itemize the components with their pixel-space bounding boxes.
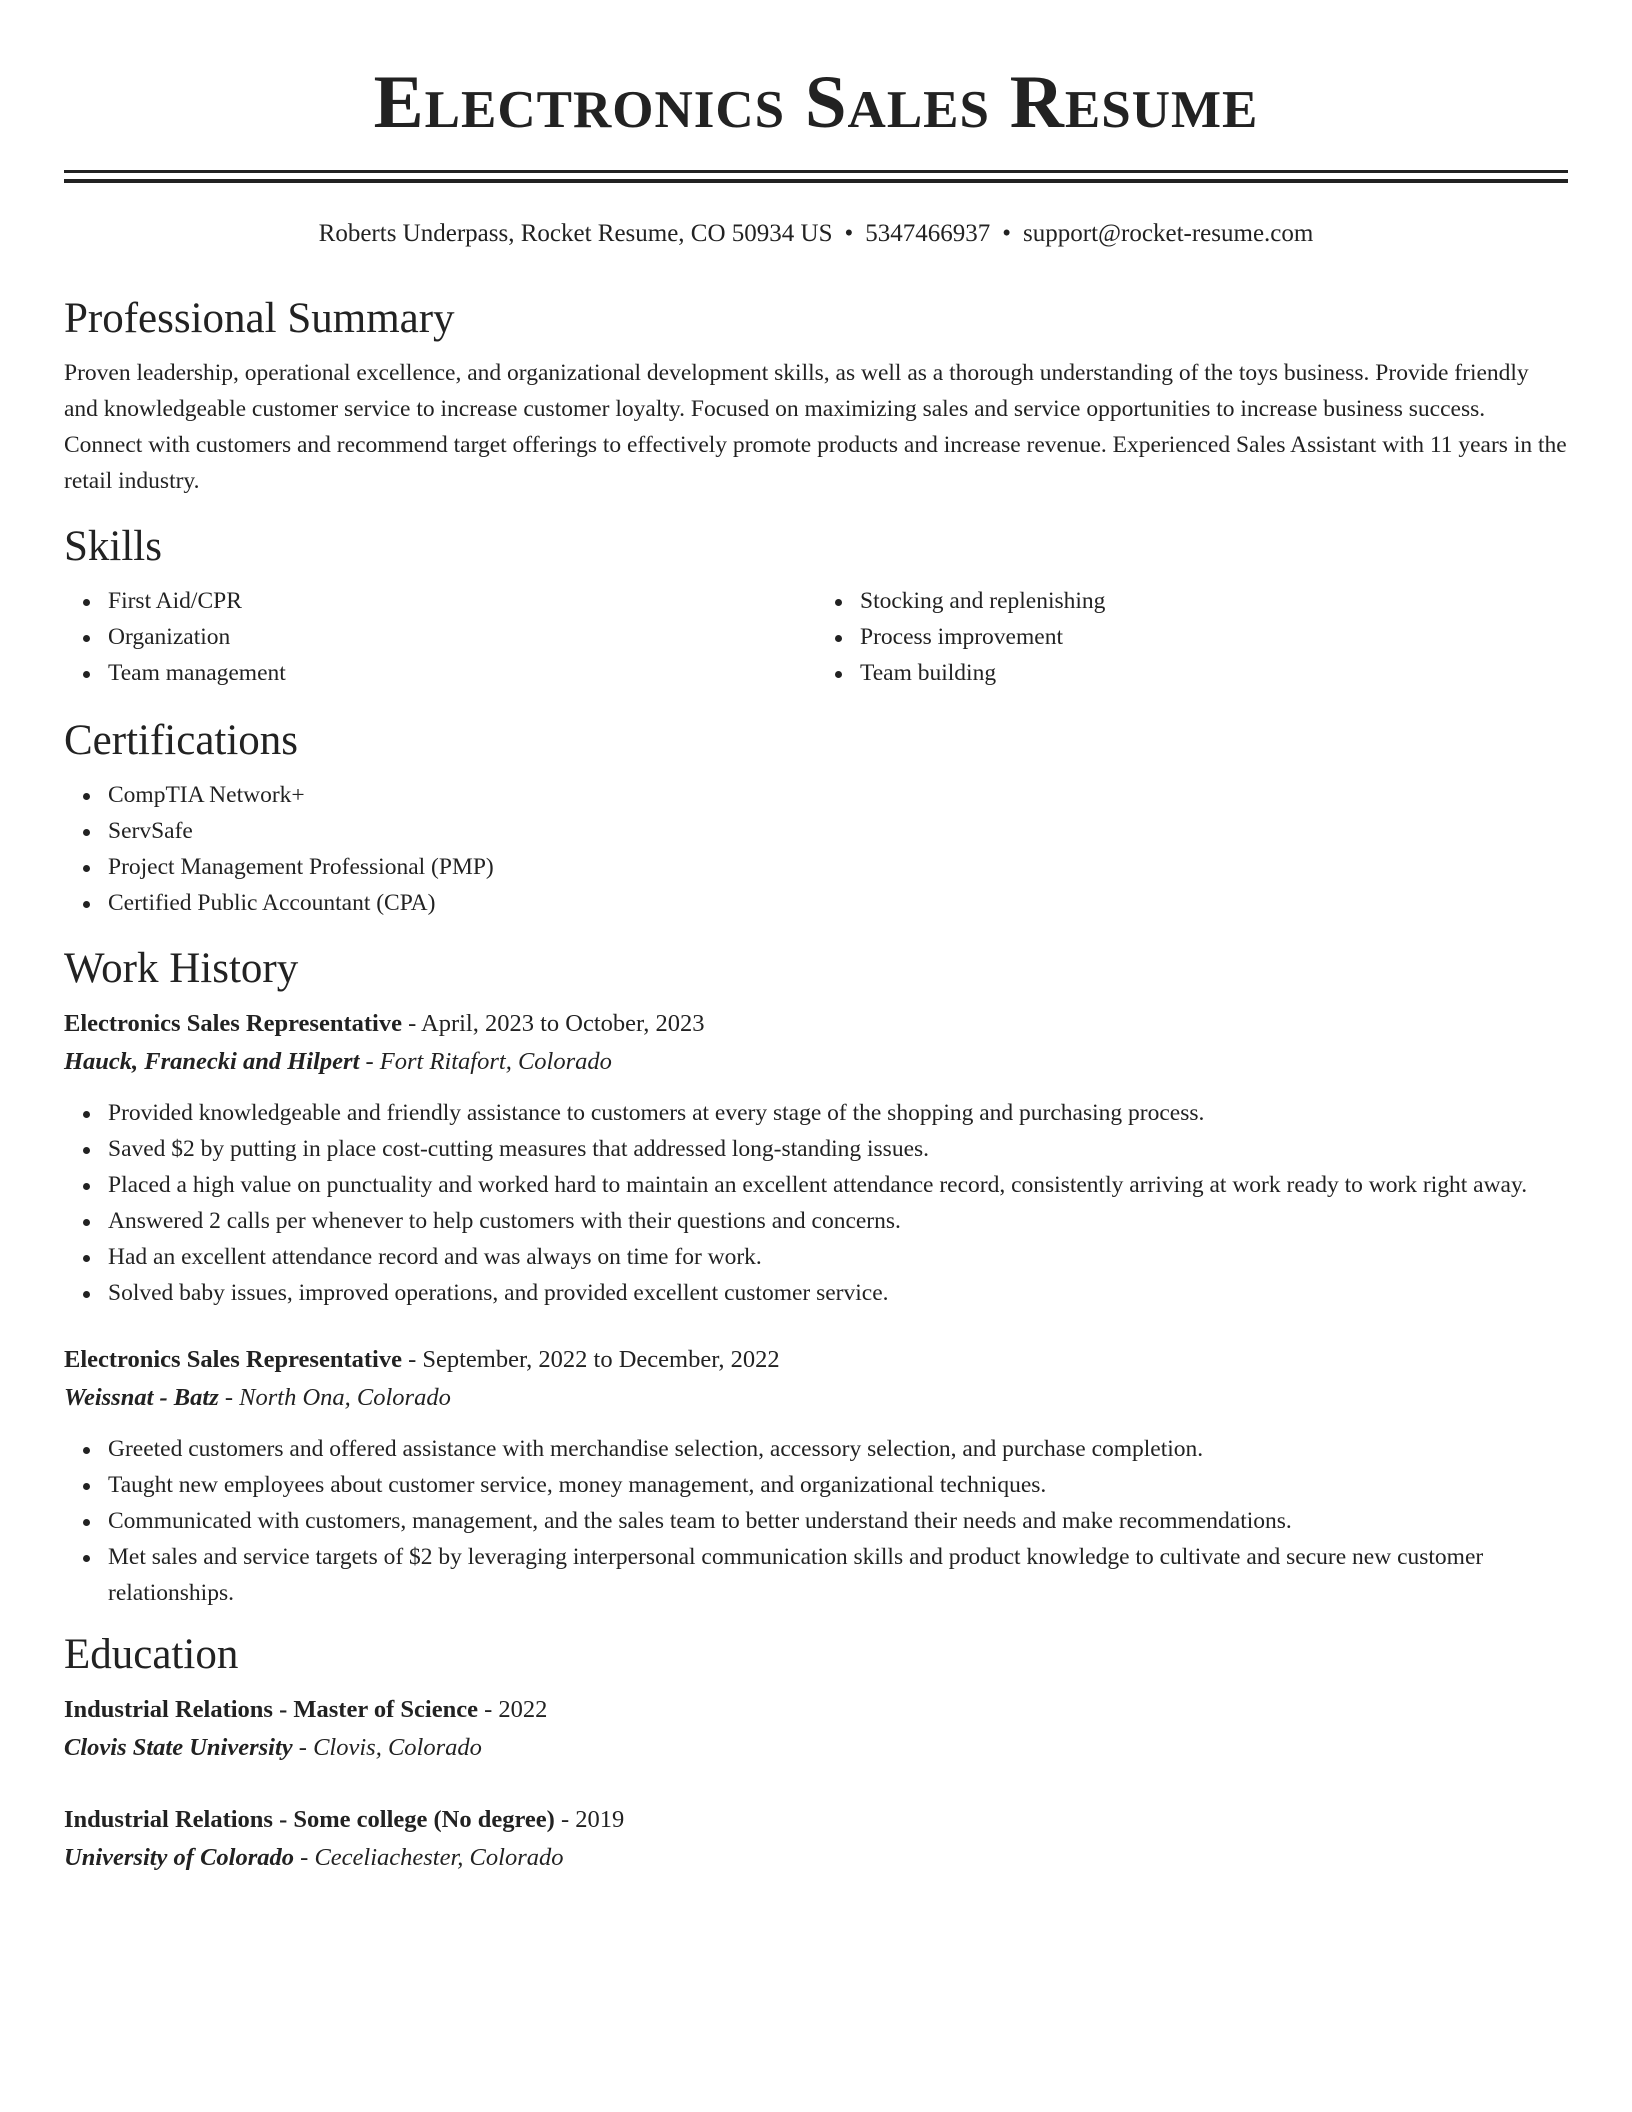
job-location: - North Ona, Colorado: [218, 1384, 451, 1411]
job-bullet: Solved baby issues, improved operations, and provided excellent customer service.: [108, 1275, 1568, 1311]
skills-column-right: [816, 583, 1568, 691]
skills-column-left: [64, 583, 816, 691]
contact-separator: •: [1002, 220, 1012, 247]
education-degree: Industrial Relations - Master of Science: [64, 1696, 478, 1723]
education-school-line: [64, 1839, 1568, 1877]
education-degree-line: [64, 1691, 1568, 1729]
job-bullet: Met sales and service targets of $2 by leveraging interpersonal communication skills and product knowledge to cultivate and secure new customer relationships.: [108, 1539, 1568, 1611]
job-bullets: [64, 1431, 1568, 1611]
job-company: Weissnat - Batz: [64, 1384, 219, 1411]
job-bullet: Placed a high value on punctuality and worked hard to maintain an excellent attendance record, consistently arriving at work ready to work right away.: [108, 1167, 1568, 1203]
job-bullet: Had an excellent attendance record and was always on time for work.: [108, 1239, 1568, 1275]
contact-phone: 5347466937: [865, 220, 991, 247]
summary-heading: Professional Summary: [64, 295, 455, 342]
contact-line: [64, 219, 1568, 249]
skill-item: Organization: [108, 619, 816, 655]
contact-email: support@rocket-resume.com: [1023, 220, 1314, 247]
contact-separator: •: [844, 220, 854, 247]
education-school: University of Colorado: [64, 1844, 295, 1871]
education-degree-line: [64, 1801, 1568, 1839]
job-title-line: [64, 1005, 1568, 1043]
education-school: Clovis State University: [64, 1734, 293, 1761]
job-bullet: Saved $2 by putting in place cost-cutting measures that addressed long-standing issues.: [108, 1131, 1568, 1167]
job-company: Hauck, Franecki and Hilpert: [64, 1048, 360, 1075]
title-rule-top: [64, 170, 1568, 173]
skills-heading: Skills: [64, 523, 162, 570]
title-rule-bottom: [64, 179, 1568, 183]
job-bullet: Taught new employees about customer service, money management, and organizational techniques.: [108, 1467, 1568, 1503]
skill-item: Stocking and replenishing: [860, 583, 1568, 619]
contact-address: Roberts Underpass, Rocket Resume, CO 50934 US: [318, 220, 833, 247]
certifications-list: [64, 777, 1568, 921]
job-company-line: [64, 1043, 1568, 1081]
job-entry: [64, 1341, 1568, 1611]
job-bullet: Answered 2 calls per whenever to help customers with their questions and concerns.: [108, 1203, 1568, 1239]
job-bullet: Provided knowledgeable and friendly assistance to customers at every stage of the shopping and purchasing process.: [108, 1095, 1568, 1131]
education-degree: Industrial Relations - Some college (No degree): [64, 1806, 555, 1833]
job-title: Electronics Sales Representative: [64, 1010, 402, 1037]
job-dates: - April, 2023 to October, 2023: [401, 1010, 705, 1037]
skill-item: Team building: [860, 655, 1568, 691]
job-bullet: Communicated with customers, management, and the sales team to better understand their needs and make recommendations.: [108, 1503, 1568, 1539]
certification-item: Certified Public Accountant (CPA): [108, 885, 1568, 921]
job-dates: - September, 2022 to December, 2022: [401, 1346, 780, 1373]
certification-item: CompTIA Network+: [108, 777, 1568, 813]
education-year: - 2019: [554, 1806, 625, 1833]
skill-item: Team management: [108, 655, 816, 691]
resume-title: Electronics Sales Resume: [373, 61, 1259, 144]
skill-item: First Aid/CPR: [108, 583, 816, 619]
certification-item: ServSafe: [108, 813, 1568, 849]
job-company-line: [64, 1379, 1568, 1417]
education-entry: [64, 1691, 1568, 1767]
certifications-heading: Certifications: [64, 717, 299, 764]
job-location: - Fort Ritafort, Colorado: [359, 1048, 612, 1075]
education-location: - Ceceliachester, Colorado: [294, 1844, 564, 1871]
job-entry: [64, 1005, 1568, 1311]
skills-list: [64, 583, 1568, 691]
education-heading: Education: [64, 1631, 239, 1678]
summary-text: Proven leadership, operational excellence, and organizational development skills, as well as a thorough understanding of the toys business. Provide friendly and knowledgeable customer service to increase customer loyalty. Focused on maximizing sales and service opportunities to increase business success. Connect with customers and recommend target offerings to effectively promote products and increase revenue. Experienced Sales Assistant with 11 years in the retail industry.: [64, 360, 1567, 494]
job-bullet: Greeted customers and offered assistance with merchandise selection, accessory selection, and purchase completion.: [108, 1431, 1568, 1467]
education-school-line: [64, 1729, 1568, 1767]
education-year: - 2022: [477, 1696, 548, 1723]
job-bullets: [64, 1095, 1568, 1311]
education-location: - Clovis, Colorado: [292, 1734, 482, 1761]
work-history-heading: Work History: [64, 945, 299, 992]
skill-item: Process improvement: [860, 619, 1568, 655]
education-entry: [64, 1801, 1568, 1877]
certification-item: Project Management Professional (PMP): [108, 849, 1568, 885]
job-title-line: [64, 1341, 1568, 1379]
job-title: Electronics Sales Representative: [64, 1346, 402, 1373]
